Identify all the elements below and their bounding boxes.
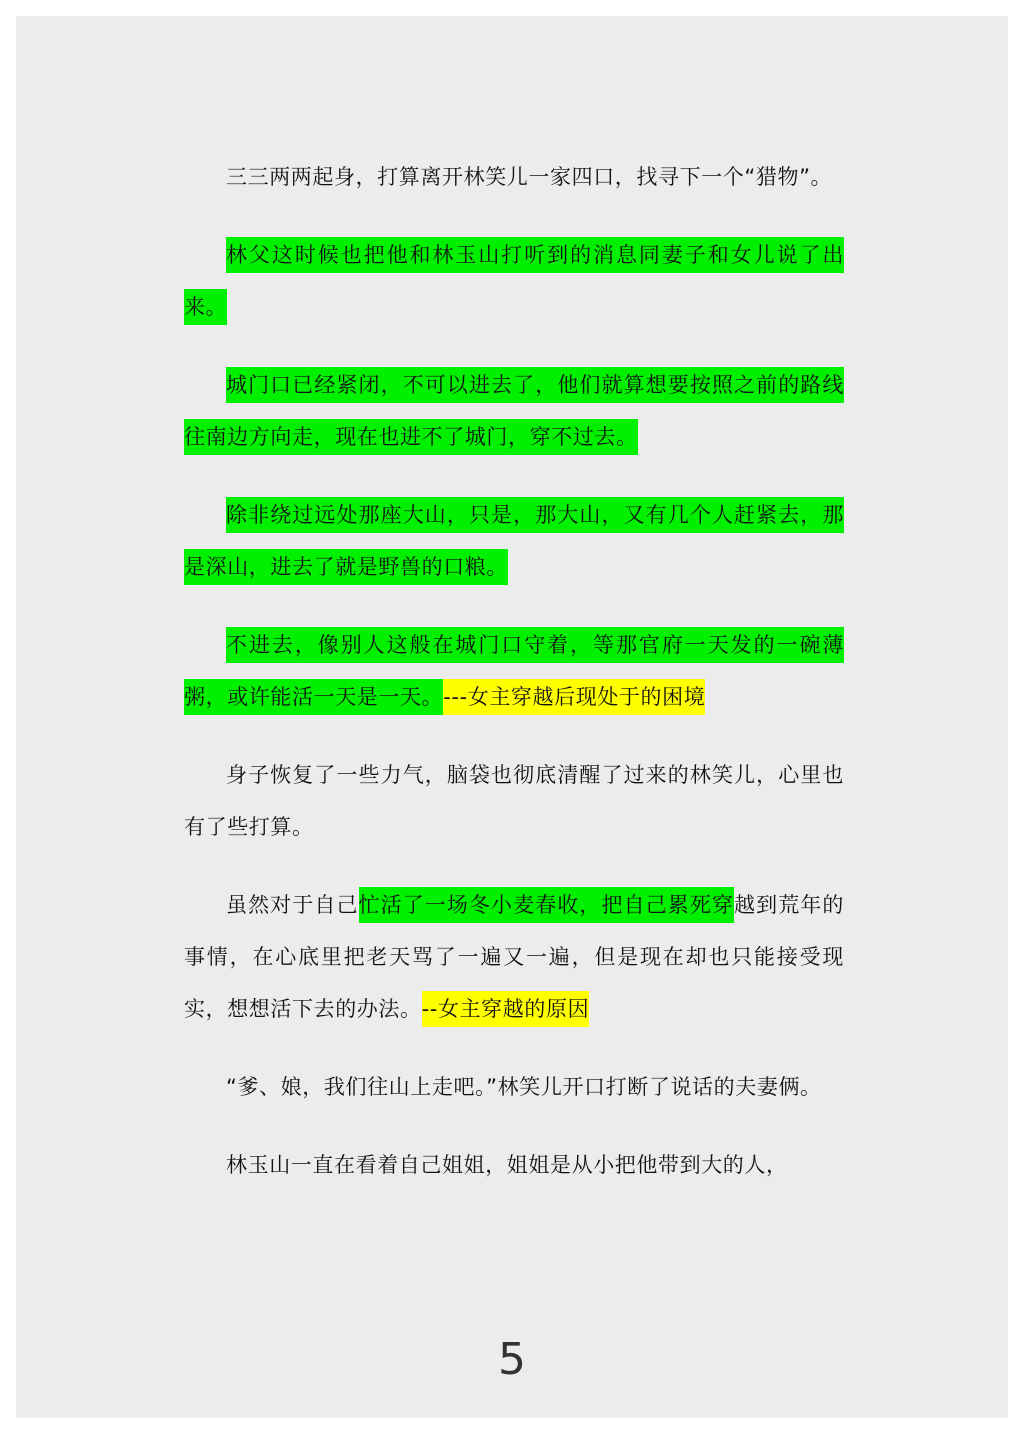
paragraph-1 xyxy=(184,151,844,203)
paragraph-5 xyxy=(184,619,844,723)
green-highlight-text: 除非绕过远处那座大山，只是，那大山，又有几个人赶紧去，那是深山，进去了就是野兽的口粮。 xyxy=(184,497,844,585)
paragraph-9-text: 林玉山一直在看着自己姐姐，姐姐是从小把他带到大的人， xyxy=(226,1153,788,1177)
paragraph-7 xyxy=(184,879,844,1035)
yellow-annotation-note: --女主穿越的原因 xyxy=(422,991,590,1027)
paragraph-3 xyxy=(184,359,844,463)
paragraph-7-text-end: 越到荒年的事情，在心底里把老天骂了一遍又一遍，但是现在却也只能接受现实，想想活下去的办法。 xyxy=(184,893,845,1021)
yellow-annotation-note: ---女主穿越后现处于的困境 xyxy=(443,679,705,715)
page-number: 5 xyxy=(498,1334,526,1385)
paragraph-4 xyxy=(184,489,844,593)
document-page xyxy=(16,16,1008,1418)
paragraph-6-text: 身子恢复了一些力气，脑袋也彻底清醒了过来的林笑儿，心里也有了些打算。 xyxy=(184,763,844,839)
paragraph-1-text: 三三两两起身，打算离开林笑儿一家四口，找寻下一个“猎物”。 xyxy=(226,165,833,189)
paragraph-8 xyxy=(184,1061,844,1113)
green-highlight-text: 忙活了一场冬小麦春收，把自己累死穿 xyxy=(359,887,735,923)
green-highlight-text: 城门口已经紧闭，不可以进去了，他们就算想要按照之前的路线往南边方向走，现在也进不了城门，穿不过去。 xyxy=(184,367,844,455)
green-highlight-text: 林父这时候也把他和林玉山打听到的消息同妻子和女儿说了出来。 xyxy=(184,237,844,325)
paragraph-7-text-start: 虽然对于自己 xyxy=(226,893,359,917)
body-text xyxy=(184,151,844,1217)
paragraph-2 xyxy=(184,229,844,333)
green-highlight-text: 不进去，像别人这般在城门口守着，等那官府一天发的一碗薄粥，或许能活一天是一天。 xyxy=(184,627,844,715)
paragraph-9 xyxy=(184,1139,844,1191)
paragraph-6 xyxy=(184,749,844,853)
paragraph-8-text: “爹、娘，我们往山上走吧。”林笑儿开口打断了说话的夫妻俩。 xyxy=(226,1075,822,1099)
